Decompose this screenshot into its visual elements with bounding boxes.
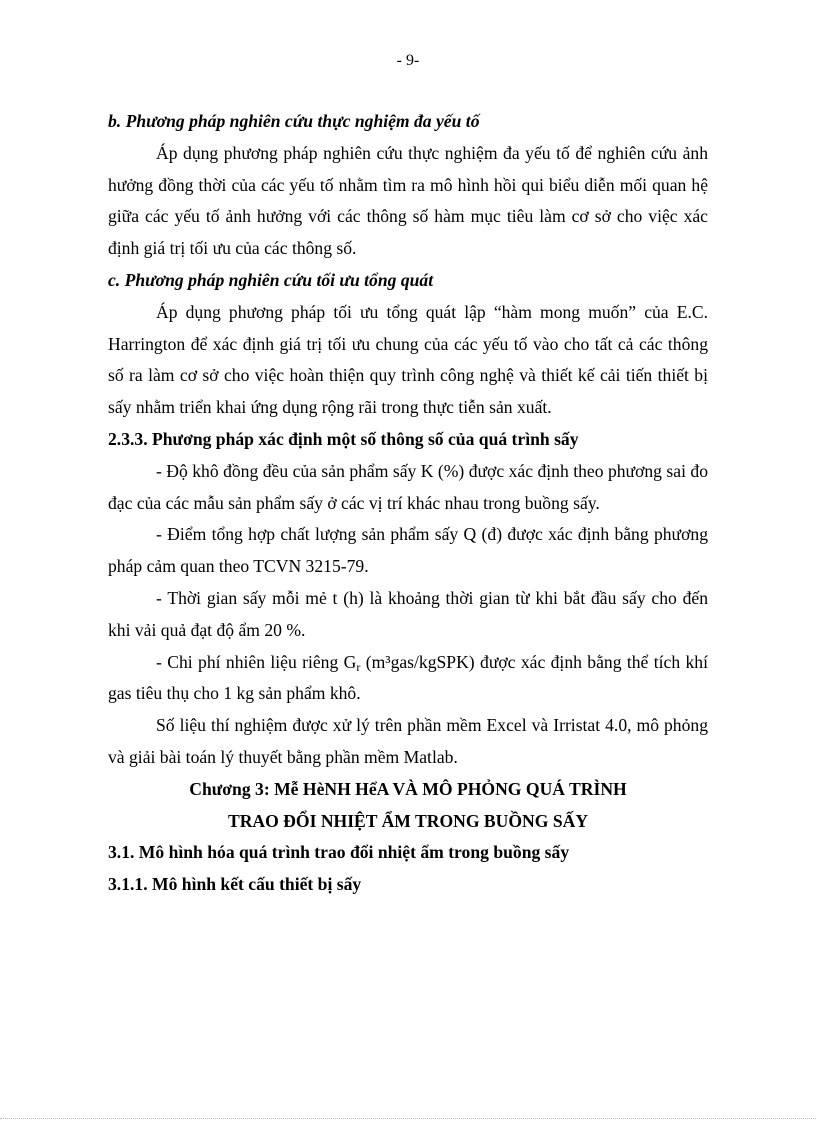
item-fuel-cost-text-b: (m³gas/kgSPK) được xác định bằng thể tích khí gas tiêu thụ cho 1 kg sản phẩm khô. [108, 651, 708, 704]
paragraph-b: Áp dụng phương pháp nghiên cứu thực nghiệm đa yếu tố để nghiên cứu ảnh hưởng đồng thời của các yếu tố nhằm tìm ra mô hình hồi qui biểu diễn mối quan hệ giữa các yếu tố ảnh hưởng với các thông số hàm mục tiêu làm cơ sở cho việc xác định giá trị tối ưu của các thông số. [108, 142, 708, 259]
document-body [108, 106, 708, 901]
item-quality-score: - Điểm tổng hợp chất lượng sản phẩm sấy Q (đ) được xác định bằng phương pháp cảm quan theo TCVN 3215-79. [108, 524, 708, 577]
heading-c: c. Phương pháp nghiên cứu tối ưu tổng quát [108, 269, 434, 290]
page-number: - 9- [396, 52, 420, 69]
closing-paragraph: Số liệu thí nghiệm được xử lý trên phần mềm Excel và Irristat 4.0, mô phỏng và giải bài toán lý thuyết bằng phần mềm Matlab. [108, 715, 708, 767]
item-fuel-cost [108, 647, 708, 711]
chapter-title-line2: TRAO ĐỔI NHIỆT ẨM TRONG BUỒNG SẤY [227, 810, 589, 831]
item-drying-time: - Thời gian sấy mỗi mẻ t (h) là khoảng thời gian từ khi bắt đầu sấy cho đến khi vải quả đạt độ ẩm 20 %. [108, 587, 708, 640]
heading-3-1: 3.1. Mô hình hóa quá trình trao đổi nhiệt ẩm trong buồng sấy [108, 842, 570, 863]
subscript-r: r [356, 659, 361, 674]
heading-b: b. Phương pháp nghiên cứu thực nghiệm đa yếu tố [108, 111, 480, 131]
paragraph-c: Áp dụng phương pháp tối ưu tổng quát lập “hàm mong muốn” của E.C. Harrington để xác định giá trị tối ưu chung của các yếu tố vào cho tất cả các thông số ra làm cơ sở cho việc hoàn thiện quy trình công nghệ và thiết kế cải tiến thiết bị sấy nhằm triển khai ứng dụng rộng rãi trong thực tiễn sản xuất. [108, 301, 708, 418]
heading-3-1-1: 3.1.1. Mô hình kết cấu thiết bị sấy [108, 874, 362, 895]
item-fuel-cost-text-a: - Chi phí nhiên liệu riêng G [156, 651, 357, 672]
page-bottom-divider [0, 1118, 816, 1119]
item-dry-uniformity: - Độ khô đồng đều của sản phẩm sấy K (%) được xác định theo phương sai đo đạc của các mẫu sản phẩm sấy ở các vị trí khác nhau trong buồng sấy. [108, 460, 708, 513]
heading-2-3-3: 2.3.3. Phương pháp xác định một số thông số của quá trình sấy [108, 428, 579, 449]
chapter-title-line1: Chương 3: Mễ HèNH HểA VÀ MÔ PHỎNG QUÁ TRÌNH [189, 778, 627, 799]
